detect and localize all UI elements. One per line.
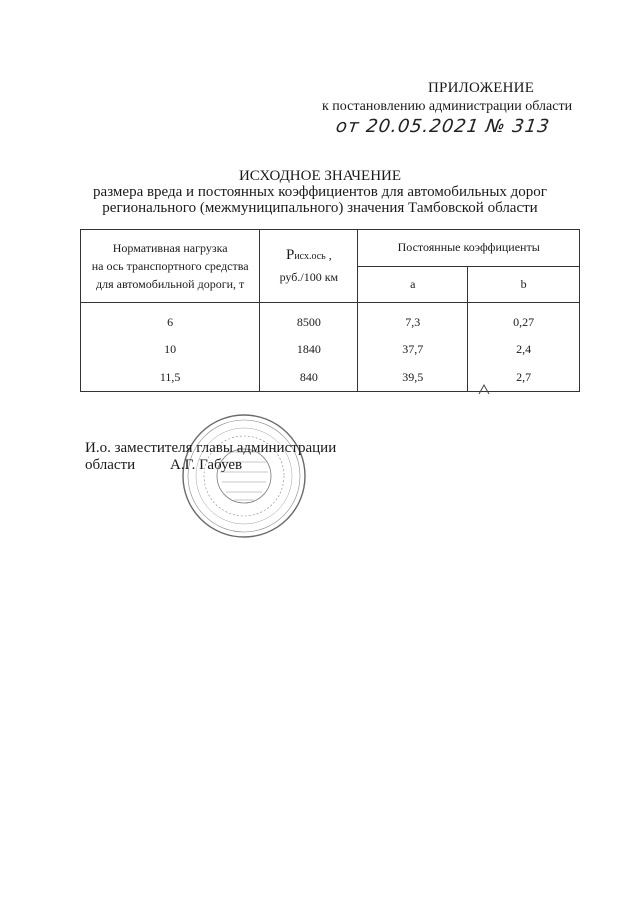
header-constant-coefficients: Постоянные коэффициенты — [358, 230, 580, 267]
header-axle-load-line1: Нормативная нагрузка — [112, 241, 228, 255]
table-row — [81, 303, 580, 336]
cell-b: 2,4 — [468, 335, 580, 363]
document-subtitle-line2: регионального (межмуниципального) значения Тамбовской области — [102, 200, 538, 216]
header-p-suffix: , — [325, 248, 332, 262]
header-axle-load — [81, 230, 260, 303]
cell-a: 7,3 — [358, 303, 468, 336]
cell-load: 11,5 — [81, 363, 260, 392]
cell-b: 2,7 — [468, 363, 580, 392]
handwritten-reference: от 20.05.2021 № 313 — [334, 116, 552, 137]
handwritten-mark — [478, 383, 492, 395]
signature-position-line2: области — [85, 457, 136, 473]
cell-a: 39,5 — [358, 363, 468, 392]
header-p-sub: исх.ось — [294, 251, 326, 262]
cell-a: 37,7 — [358, 335, 468, 363]
header-damage-value — [260, 230, 358, 303]
header-axle-load-line2: на ось транспортного средства — [91, 259, 249, 273]
header-coefficient-b: b — [468, 266, 580, 303]
cell-p: 8500 — [260, 303, 358, 336]
official-seal — [180, 412, 308, 540]
document-subtitle-line1: размера вреда и постоянных коэффициентов для автомобильных дорог — [93, 184, 547, 200]
coefficients-table — [80, 229, 580, 392]
appendix-subtitle: к постановлению администрации области — [322, 99, 573, 114]
header-p-main: P — [285, 247, 295, 263]
signature-position-line1: И.о. заместителя главы администрации — [85, 440, 337, 456]
header-damage-symbol — [260, 247, 357, 264]
header-coefficient-a: a — [358, 266, 468, 303]
appendix-title: ПРИЛОЖЕНИЕ — [428, 80, 535, 96]
header-damage-unit: руб./100 км — [279, 270, 339, 284]
document-title: ИСХОДНОЕ ЗНАЧЕНИЕ — [238, 168, 402, 184]
cell-p: 1840 — [260, 335, 358, 363]
cell-load: 6 — [81, 303, 260, 336]
table-row — [81, 335, 580, 363]
signature-name: А.Г. Габуев — [170, 457, 243, 473]
cell-load: 10 — [81, 335, 260, 363]
cell-p: 840 — [260, 363, 358, 392]
cell-b: 0,27 — [468, 303, 580, 336]
header-axle-load-line3: для автомобильной дороги, т — [96, 277, 245, 291]
table-row — [81, 363, 580, 392]
